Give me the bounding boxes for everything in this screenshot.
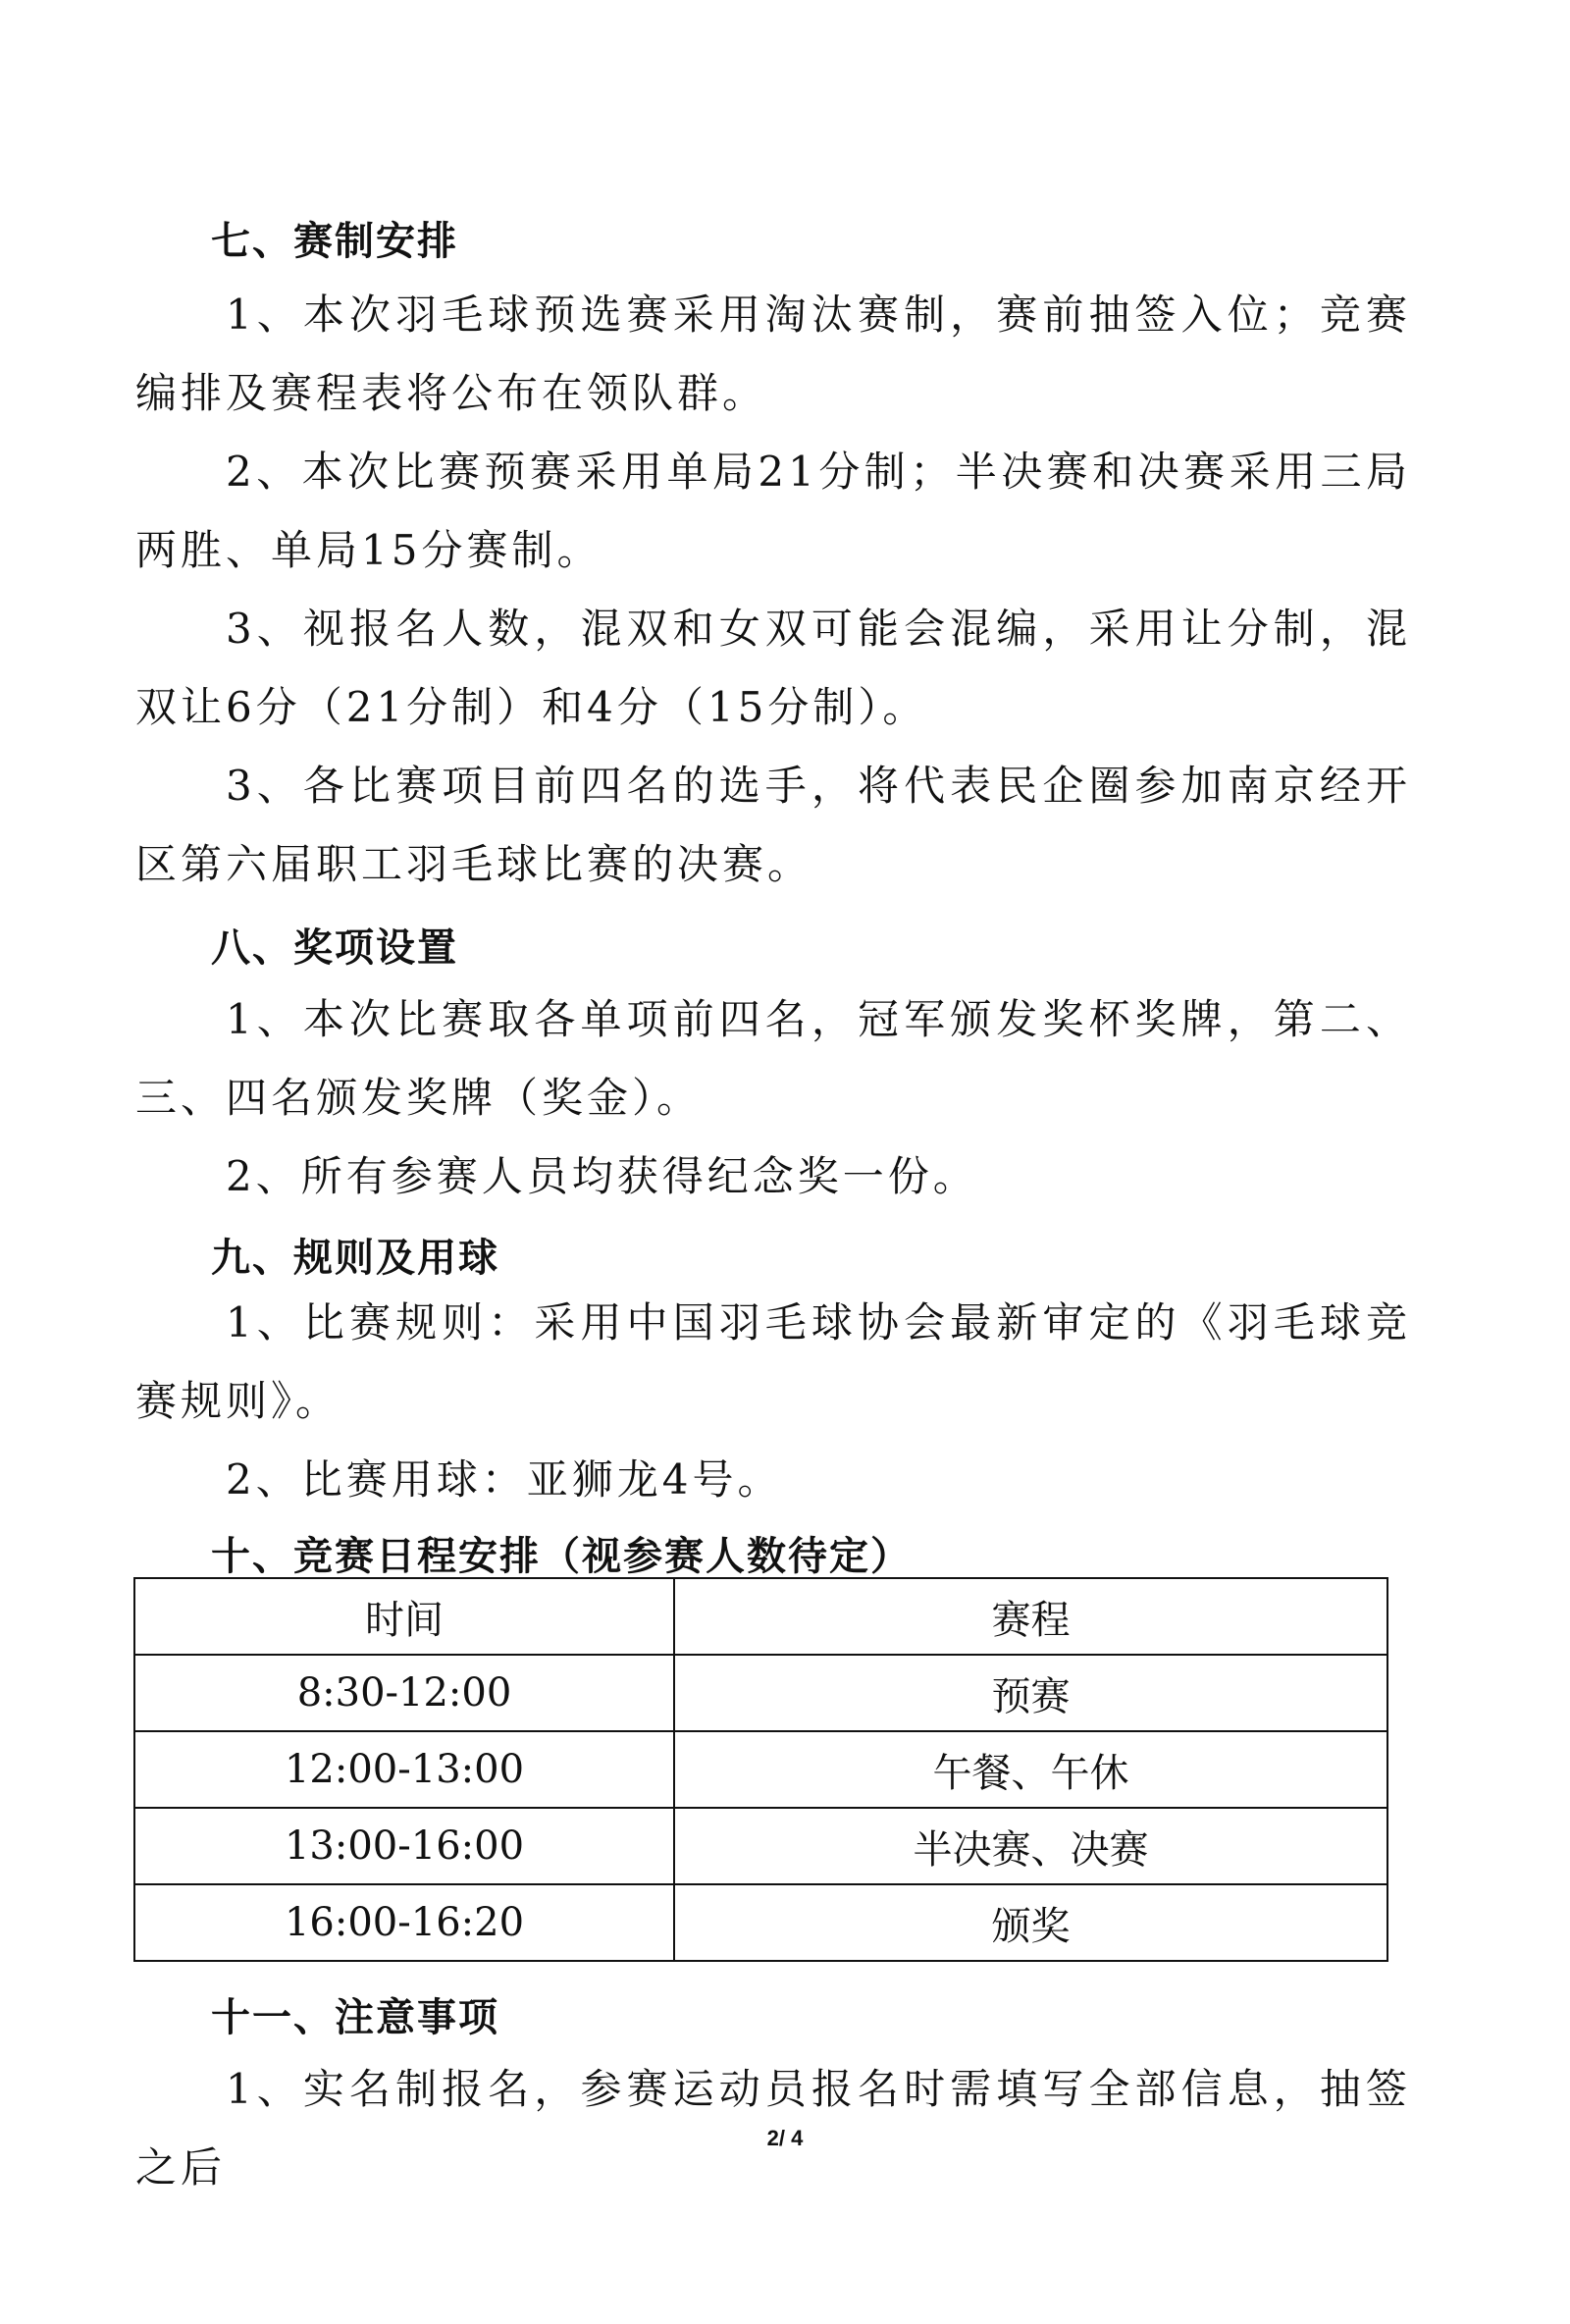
section-9-paragraph-1: 1、比赛规则：采用中国羽毛球协会最新审定的《羽毛球竞赛规则》。 — [135, 1298, 1411, 1425]
section-9-paragraph-2: 2、比赛用球：亚狮龙4号。 — [226, 1455, 783, 1504]
table-cell-schedule: 半决赛、决赛 — [674, 1808, 1387, 1884]
section-11-heading: 十一、注意事项 — [211, 1995, 499, 2040]
table-header-schedule: 赛程 — [674, 1578, 1387, 1655]
section-11-paragraph-1: 1、实名制报名，参赛运动员报名时需填写全部信息，抽签之后 — [135, 2065, 1411, 2192]
section-9-heading: 九、规则及用球 — [211, 1236, 499, 1281]
table-row — [134, 1808, 1387, 1884]
section-7-paragraph-2: 2、本次比赛预赛采用单局21分制；半决赛和决赛采用三局两胜、单局15分赛制。 — [135, 448, 1411, 574]
section-7-paragraph-3: 3、视报名人数，混双和女双可能会混编，采用让分制，混双让6分（21分制）和4分（15分制）。 — [135, 605, 1411, 731]
section-8-paragraph-1: 1、本次比赛取各单项前四名，冠军颁发奖杯奖牌，第二、三、四名颁发奖牌（奖金）。 — [135, 995, 1411, 1122]
table-header-row — [134, 1578, 1387, 1655]
table-row — [134, 1655, 1387, 1731]
section-7-paragraph-1: 1、本次羽毛球预选赛采用淘汰赛制，赛前抽签入位；竞赛编排及赛程表将公布在领队群。 — [135, 290, 1411, 417]
table-row — [134, 1731, 1387, 1808]
table-cell-schedule: 午餐、午休 — [674, 1731, 1387, 1808]
table-header-time: 时间 — [134, 1578, 674, 1655]
table-cell-time: 16:00-16:20 — [134, 1884, 674, 1961]
section-8-heading: 八、奖项设置 — [211, 925, 458, 971]
table-row — [134, 1884, 1387, 1961]
table-cell-schedule: 预赛 — [674, 1655, 1387, 1731]
section-7-heading: 七、赛制安排 — [211, 219, 458, 264]
table-cell-time: 8:30-12:00 — [134, 1655, 674, 1731]
page-number: 2/ 4 — [766, 2126, 804, 2150]
section-7-paragraph-4: 3、各比赛项目前四名的选手，将代表民企圈参加南京经开区第六届职工羽毛球比赛的决赛。 — [135, 762, 1411, 888]
section-8-paragraph-2: 2、所有参赛人员均获得纪念奖一份。 — [226, 1152, 978, 1200]
schedule-table — [133, 1577, 1388, 1962]
table-cell-time: 12:00-13:00 — [134, 1731, 674, 1808]
section-10-heading: 十、竞赛日程安排（视参赛人数待定） — [211, 1534, 912, 1579]
table-cell-time: 13:00-16:00 — [134, 1808, 674, 1884]
table-cell-schedule: 颁奖 — [674, 1884, 1387, 1961]
